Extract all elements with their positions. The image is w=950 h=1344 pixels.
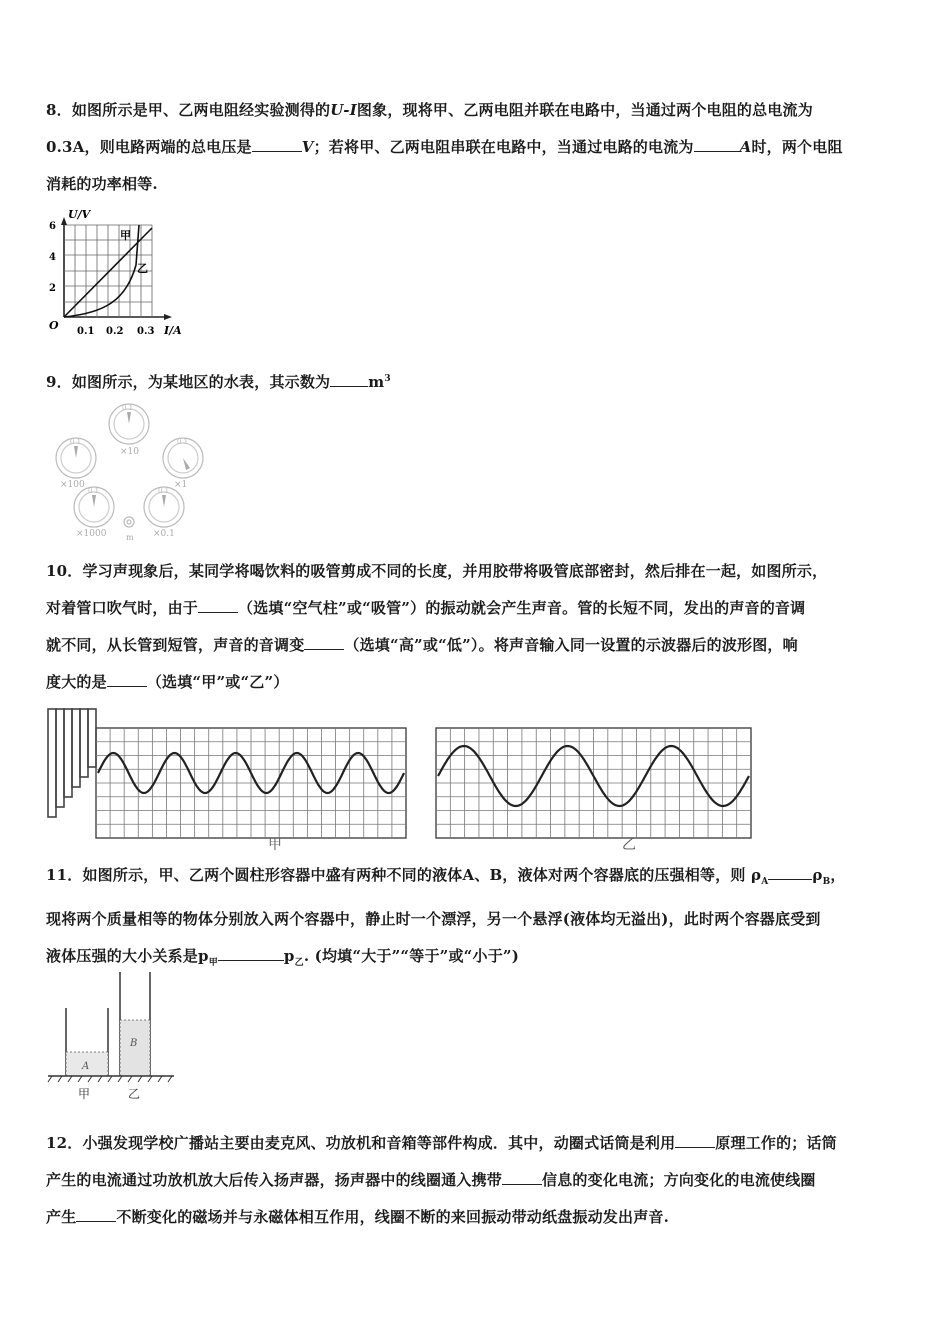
q11-line-1: 11．如图所示，甲、乙两个圆柱形容器中盛有两种不同的液体A、B，液体对两个容器底的压强相等，则 $\rho_A$ $\rho_B$， — [46, 857, 908, 901]
q11-containers — [44, 970, 184, 1104]
q9-line-1: 9．如图所示，为某地区的水表，其示数为 $m^3$ — [46, 361, 908, 401]
graph-ytick: 4 — [49, 252, 56, 263]
q11-blank-pressure[interactable] — [218, 944, 284, 961]
graph-grid — [64, 225, 166, 317]
q12-line-1: 12．小强发现学校广播站主要由麦克风、功放机和音箱等部件构成．其中，动圈式话筒是利用 原理工作的；话筒 — [46, 1125, 908, 1162]
svg-text:0 1: 0 1 — [70, 438, 82, 446]
liquid-label-a: A — [82, 1061, 90, 1072]
q10-figure — [46, 703, 766, 853]
container-yi — [120, 972, 150, 1076]
dial-label-x100: ×100 — [60, 480, 85, 490]
q8-line-3: 消耗的功率相等. — [46, 175, 158, 193]
q8-ui-graph — [44, 205, 204, 341]
question-8 — [46, 92, 908, 203]
question-9 — [46, 361, 908, 401]
dial-label-x10: ×10 — [120, 447, 139, 457]
q12-line-2: 产生的电流通过功放机放大后传入扬声器，扬声器中的线圈通入携带 信息的变化电流；方向变化的电流使线圈 — [46, 1162, 908, 1199]
q8-blank-current[interactable] — [694, 135, 740, 152]
graph-ytick: 6 — [49, 221, 56, 232]
container-label-jia: 甲 — [78, 1087, 91, 1101]
svg-text:0 1: 0 1 — [122, 404, 134, 412]
q11-blank-density[interactable] — [768, 863, 812, 880]
q10-blank-loudness[interactable] — [107, 670, 147, 687]
svg-text:0 1: 0 1 — [88, 487, 100, 495]
graph-origin: O — [49, 319, 59, 332]
q10-blank-pitch[interactable] — [304, 633, 344, 650]
svg-text:0 1: 0 1 — [177, 438, 189, 446]
q8-line-1: 8．如图所示是甲、乙两电阻经实验测得的U-I图象，现将甲、乙两电阻并联在电路中，当通过两个电阻的总电流为 — [46, 101, 813, 119]
graph-label-yi: 乙 — [137, 262, 148, 275]
container-label-yi: 乙 — [128, 1087, 141, 1101]
dial-label-x1: ×1 — [174, 480, 188, 490]
liquid-label-b: B — [130, 1038, 138, 1049]
q8-line-2: 0.3A，则电路两端的总电压是 V；若将甲、乙两电阻串联在电路中，当通过电路的电流为 A时，两个电阻 — [46, 129, 908, 166]
q11-line-2: 现将两个质量相等的物体分别放入两个容器中，静止时一个漂浮，另一个悬浮(液体均无溢出)，此时两个容器底受到 — [46, 910, 821, 928]
waveform-yi — [436, 728, 751, 838]
graph-ytick: 2 — [49, 283, 56, 294]
question-12 — [46, 1125, 908, 1236]
q11-line-3: 液体压强的大小关系是$p_甲$ $p_乙$. (均填“大于”“等于”或“小于”) — [46, 938, 908, 982]
q12-blank-magnetic[interactable] — [76, 1205, 116, 1222]
graph-xtick: 0.3 — [137, 326, 155, 337]
q9-water-meter — [50, 398, 210, 546]
dial-label-m: m — [126, 533, 134, 542]
dial-label-x1000: ×1000 — [76, 529, 107, 539]
q12-blank-principle[interactable] — [675, 1131, 715, 1148]
q9-blank-reading[interactable] — [330, 370, 368, 387]
waveform-label-jia: 甲 — [268, 837, 282, 853]
q10-blank-source[interactable] — [198, 596, 238, 613]
graph-xlabel: I/A — [164, 324, 182, 337]
q12-blank-info[interactable] — [502, 1168, 542, 1185]
q12-line-3: 产生 不断变化的磁场并与永磁体相互作用，线圈不断的来回振动带动纸盘振动发出声音. — [46, 1199, 908, 1236]
q10-line-3: 就不同，从长管到短管，声音的音调变 （选填“高”或“低”）。将声音输入同一设置的示波器后的波形图，响 — [46, 627, 908, 664]
q10-line-1: 10．学习声现象后，某同学将喝饮料的吸管剪成不同的长度，并用胶带将吸管底部密封，然后排在一起，如图所示， — [46, 562, 828, 580]
question-10 — [46, 553, 908, 701]
graph-ylabel: U/V — [68, 208, 91, 221]
q8-blank-voltage[interactable] — [252, 135, 302, 152]
straws — [48, 709, 96, 817]
waveform-label-yi: 乙 — [622, 837, 636, 853]
dial-label-x0.1: ×0.1 — [153, 529, 175, 539]
graph-xtick: 0.1 — [77, 326, 95, 337]
graph-label-jia: 甲 — [120, 229, 131, 242]
graph-xtick: 0.2 — [106, 326, 124, 337]
waveform-jia — [96, 728, 406, 838]
q10-line-4: 度大的是 （选填“甲”或“乙”） — [46, 664, 908, 701]
svg-text:0 1: 0 1 — [158, 487, 170, 495]
q10-line-2: 对着管口吹气时，由于 （选填“空气柱”或“吸管”）的振动就会产生声音。管的长短不同，发出的声音的音调 — [46, 590, 908, 627]
question-11 — [46, 857, 908, 982]
dial-group — [56, 404, 203, 527]
